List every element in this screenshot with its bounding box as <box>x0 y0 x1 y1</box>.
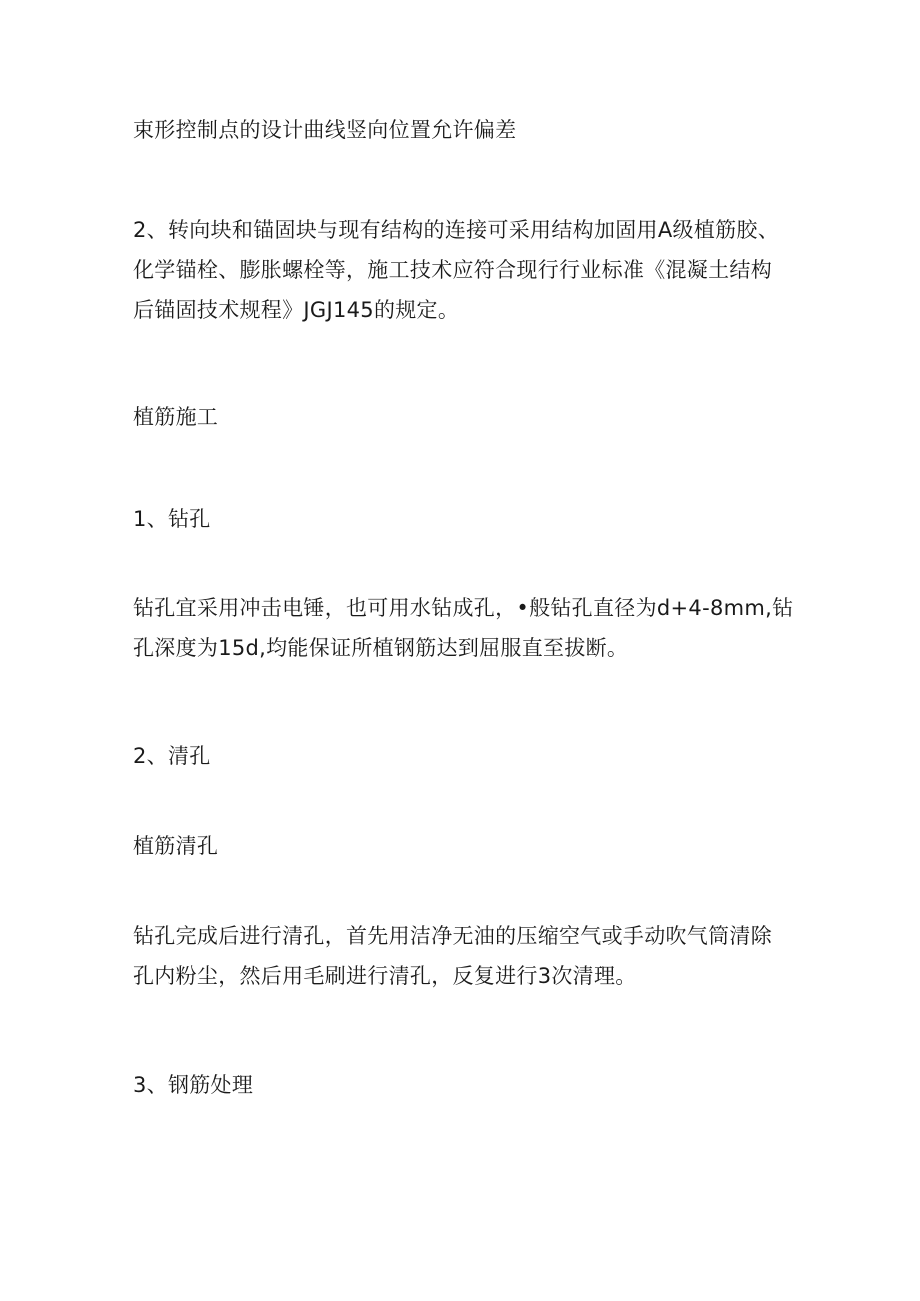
text-line: 后锚固技术规程》JGJ145的规定。 <box>133 298 460 322</box>
heading-text: 植筋清孔 <box>133 834 219 858</box>
heading-text: 2、清孔 <box>133 744 211 768</box>
subheading-hole-cleaning <box>133 826 793 866</box>
text-line: 束形控制点的设计曲线竖向位置允许偏差 <box>133 118 517 142</box>
step-heading-drilling <box>133 499 793 539</box>
section-heading-rebar-planting <box>133 397 793 437</box>
paragraph-cleaning <box>133 916 793 996</box>
paragraph-drilling <box>133 588 793 668</box>
text-line: 化学锚栓、膨胀螺栓等，施工技术应符合现行行业标准《混凝土结构 <box>133 258 772 282</box>
text-line: 钻孔宜采用冲击电锤，也可用水钻成孔，•般钻孔直径为d+4-8mm,钻 <box>133 596 794 620</box>
text-line: 2、转向块和锚固块与现有结构的连接可采用结构加固用A级植筋胶、 <box>133 218 780 242</box>
heading-text: 植筋施工 <box>133 405 219 429</box>
text-line: 钻孔完成后进行清孔，首先用洁净无油的压缩空气或手动吹气筒清除 <box>133 924 772 948</box>
paragraph-tolerance-note <box>133 110 793 150</box>
heading-text: 3、钢筋处理 <box>133 1073 254 1097</box>
heading-text: 1、钻孔 <box>133 507 211 531</box>
text-line: 孔内粉尘，然后用毛刷进行清孔，反复进行3次清理。 <box>133 964 637 988</box>
step-heading-rebar-treatment <box>133 1065 793 1105</box>
paragraph-connection-method <box>133 210 793 330</box>
text-line: 孔深度为15d,均能保证所植钢筋达到屈服直至拔断。 <box>133 636 629 660</box>
step-heading-cleaning <box>133 736 793 776</box>
